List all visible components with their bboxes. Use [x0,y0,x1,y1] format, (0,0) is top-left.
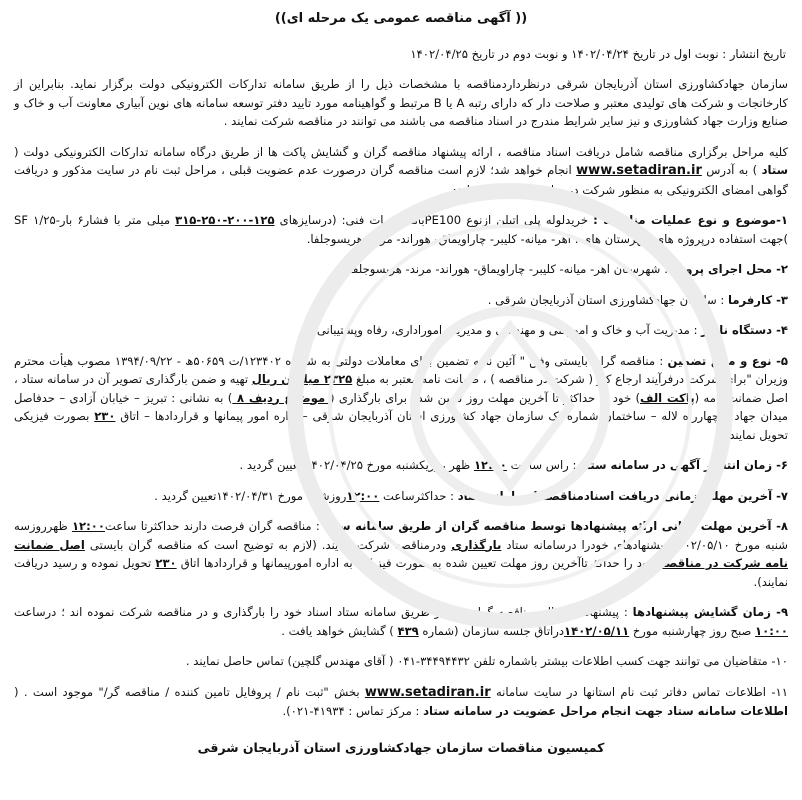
item-10-contact-phone: ۱۰- متقاضیان می توانند جهت کسب اطلاعات بیشتر باشماره تلفن ۳۴۴۹۴۴۳۲-۰۴۱ ( آقای مهندس گلچین) تماس حاصل نمایند . [185,654,788,668]
item-11-bold: اطلاعات سامانه ستاد جهت انجام مراحل عضویت در سامانه ستاد [423,704,788,718]
item-5-text-a: : مناقصه گران بایستی وفق " آئین نامه تضمین برای معاملات دولتی به شماره ۱۲۳۴۰۲/ت ۵۰۶۵۹ھ - ۱۳۹۴/۰۹/۲۲ مصوب هیأت محترم وزیران "برای شرکت درفرآیند ارجاع کار ( شرکت در مناقصه ) ، ضمانت نامه معتبر به مبلغ [14,353,788,386]
item-5-room: ۲۳۰ [94,409,116,423]
item-6-time: ۱۲:۰۰ [473,458,507,472]
item-9-text-b: صبح روز چهارشنبه مورخ [629,623,756,638]
item-11-text-a: ۱۱- اطلاعات تماس دفاتر ثبت نام استانها در سایت سامانه [490,684,788,699]
item-11-text-b: بخش "ثبت نام / پروفایل تامین کننده / مناقصه گر/" موجود است . ( [14,684,365,699]
item-9-text-c: دراتاق جلسه سازمان (شماره [418,623,565,638]
tender-notice-document [10,6,792,796]
item-5-text-e: بصورت فیزیکی تحویل نمایند . [14,409,788,442]
item-4-text: : مدیریت آب و خاک و امورفنی و مهندسی و مدیریت اموراداری، رفاه وپشتیبانی . [309,323,702,337]
item-5-amount: ۲۳۲۵ میلیون ریال [251,372,353,386]
item-4-supervisor [10,321,792,340]
item-6-publish-time [10,456,792,475]
item-5-text-d: ) به نشانی : تبریز – خیابان آزادی – حدفاصل میدان جهاد و چهارراه لاله – ساختمان شماره یک سازمان جهاد کشاورزی استان آذربایجان شرقی – اداره امور پیمانها و قراردادها – اتاق [14,390,789,423]
item-7-time: ۱۲:۰۰ [346,488,380,503]
item-11-text-c: : مرکز تماس : ۴۱۹۳۴-۰۲۱). [282,704,424,718]
setad-text-before: کلیه مراحل برگزاری مناقصه شامل دریافت اسناد مناقصه ، ارائه پیشنهاد مناقصه گران و گشایش پاکت ها از طریق درگاه سامانه تدارکات الکترونیکی دولت ( [14,144,788,159]
item-1-label: ۱-موضوع و نوع عملیات مناقصه : [593,213,788,227]
item-1-text-b: میلی متر با فشار۶ بار-SF ۱/۲۵ )جهت استفاده درپروژه های شهرستان های : اهر- میانه- کلیبر- چاراویماق- هوراند- مرند- هریسوجلفا. [14,213,788,246]
intro-paragraph: سازمان جهادکشاورزی استان آذربایجان شرقی درنظرداردمناقصه با مشخصات ذیل را از طریق سامانه تدارکات الکترونیکی دولت برگزار نماید. بنابراین از کارخانجات و شرکت های تولیدی معتبر و صلاحت دار که دارای رتبه A یا B مرتبط و گواهینامه مورد تایید دفتر توسعه سامانه های نوین آبیاری معاونت آب و خاک و صنایع وزارت جهاد کشاورزی و نیز سایر شرایط مندرج در اسناد مناقصه می باشند می توانند در مناقصه شرکت نمایند . [14,77,788,128]
item-1-text-a: خریدلوله پلی اتیلن ازنوع PE100بامشخصات فنی: (درسایزهای [274,213,594,227]
notice-title: (( آگهی مناقصه عمومی یک مرحله ای)) [274,11,528,26]
item-7-label: ۷- آخرین مهلت زمانی دریافت اسنادمناقصه ازسامانه ستاد [457,488,788,503]
publication-dates: تاریخ انتشار : نوبت اول در تاریخ ۱۴۰۲/۰۴/۲۴ و نوبت دوم در تاریخ ۱۴۰۲/۰۴/۲۵ [410,46,786,61]
item-6-text-b: ظهر روزیکشنبه مورخ ۱۴۰۲/۰۴/۲۵ تعیین گردید . [239,458,474,472]
item-8-time: ۱۲:۰۰ [71,519,105,533]
item-5-envelope: پاکت الف [640,390,695,405]
item-2-text: : شهرستان اهر- میانه- کلیبر- چاراویماق- هوراند- مرند- هریسوجلفا. [345,262,672,276]
item-11-registration-info [10,683,792,721]
item-8-bid-deadline [10,517,792,591]
item-4-label: ۴- دستگاه ناظر [701,323,788,337]
item-7-text-b: روزشنبه مورخ ۱۴۰۲/۰۴/۳۱تعیین گردید . [154,488,347,503]
item-3-label: ۳- کارفرما [727,292,788,307]
item-5-guarantee [10,352,792,445]
setad-word: ستاد [761,163,788,177]
setad-text-after: انجام خواهد شد؛ لازم است مناقصه گران درصورت عدم عضویت قبلی ، مراحل ثبت نام در سایت مذکور و دریافت گواهی امضای الکترونیکی به منظور شرکت در مناقصه را محقق سازند . [14,163,788,197]
setad-paragraph [10,143,792,200]
commission-signature: کمیسیون مناقصات سازمان جهادکشاورزی استان آذربایجان شرقی [197,739,605,755]
item-6-text-a: : راس ساعت [506,458,581,472]
item-7-document-deadline [10,487,792,506]
item-1-sizes: ۱۲۵-۲۰۰-۲۵۰-۳۱۵ [175,213,275,227]
item-3-employer [10,291,792,310]
item-9-label: ۹- زمان گشایش پیشنهادها [632,605,789,619]
item-5-text-c: ) خود را حداکثر تا آخرین مهلت روز تعیین شده برای بارگذاری ( [329,390,641,405]
item-8-text-d: خود را حداکثرتاآخرین روز مهلت تعیین شده به صورت فیزیکی به اداره امورپیمانها و قراردادها اتاق [176,556,660,570]
item-8-label: ۸- آخرین مهلت زمانی ارائه پیشنهادها توسط مناقصه گران از طریق سامانه ستاد [324,519,788,533]
item-7-text-a: : حداکثرساعت [379,488,458,503]
item-5-text-b: تهیه و ضمن بارگذاری تصویر آن در سامانه ستاد ، اصل ضمانت نامه ( [14,372,788,405]
setad-website-link[interactable]: www.setadiran.ir [576,163,702,178]
item-8-text-e: تحویل نموده و رسید دریافت نمایند). [14,556,788,589]
item-9-date: ۱۴۰۲/۰۵/۱۱ [564,623,630,638]
item-2-label: ۲- محل اجرای پروژه [671,262,788,276]
item-8-upload: بارگذاری [451,537,502,552]
setad-text-mid: ) به آدرس [701,163,762,177]
item-5-label: ۵- نوع و مبلغ تضمین [667,353,788,368]
item-9-text-d: ) گشایش خواهد یافت . [281,623,398,638]
item-9-time: ۱۰:۰۰ [755,623,788,638]
item-1-subject [10,211,792,248]
item-8-text-a: : مناقصه گران فرصت دارند حداکثرتا ساعت [104,519,325,533]
item-5-row: موضوع ردیف ۸ [232,390,330,405]
item-9-room: ۴۳۹ [397,623,419,638]
item-6-label: ۶- زمان انتشار آگهی در سامانه ستاد [580,458,788,472]
item-8-room: ۲۳۰ [155,556,177,570]
item-9-opening-time [10,603,792,640]
item-8-text-b: ظهرروزسه شنبه مورخ ۱۴۰۲/۰۵/۱۰ پیشنهادهای خودرا درسامانه ستاد [14,519,788,552]
item-2-location [10,260,792,279]
item-3-text: : سازمان جهادکشاورزی استان آذربایجان شرقی . [487,292,728,307]
item-8-guarantee: اصل ضمانت نامه شرکت در مناقصه [14,537,789,570]
item-8-text-c: ودرمناقصه شرکت نمایند. (لازم به توضیح است که مناقصه گران بایستی [84,537,452,552]
item-9-text-a: : پیشنهادهای مالی مناقصه گرانی که از طریق سامانه ستاد اسناد خود را بارگذاری و در مناقصه شرکت نموده اند ؛ درساعت [14,605,633,619]
item-11-website-link[interactable]: www.setadiran.ir [364,684,491,700]
